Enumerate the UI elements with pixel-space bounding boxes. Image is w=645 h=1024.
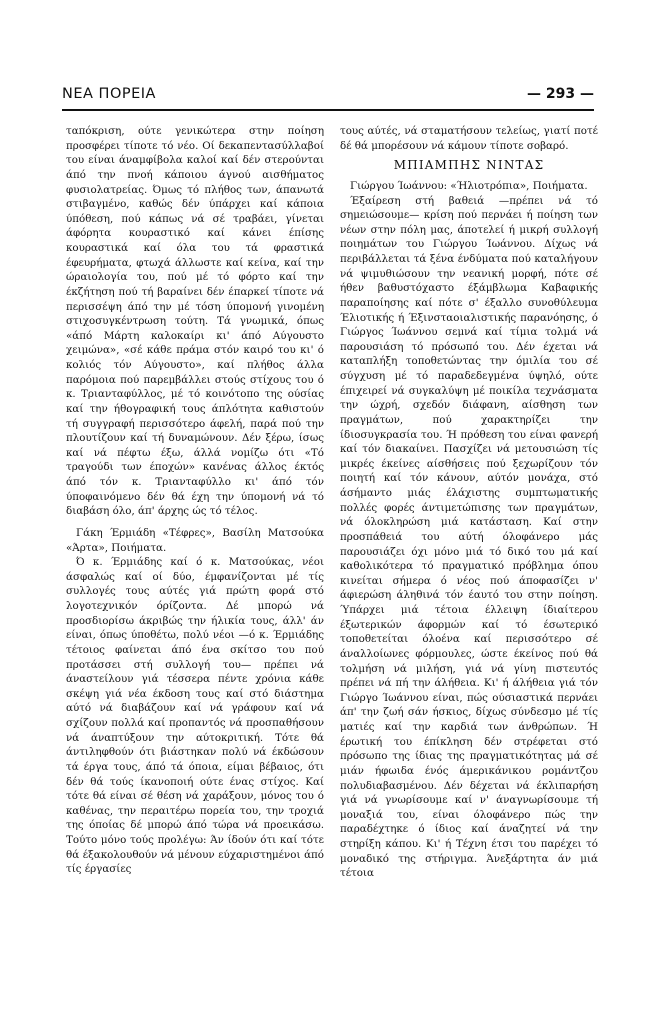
right-column (340, 124, 598, 881)
author-signature: ΜΠΙΑΜΠΗΣ ΝΙΝΤΑΣ (393, 158, 545, 173)
review-paragraph: ταπόκριση, ούτε γενικώτερα στην ποίηση προσφέρει τίποτε τό νέο. Οί δεκαπεντασύλλαβοί του είναι άναμφίβολα καλοί καί δέν στερούνται άπό την πνοή κάποιου άγνού αισθήματος φυσιολατρείας. Όμως τό πλήθος των, άπανωτά στιβαγμένο, καθώς δέν ύπάρχει καί κάποια ύπόθεση, πού κάπως νά σέ τραβάει, γίνεται άφόρητα κουραστικό καί κάνει έπίσης κουραστικά καί όλα του τά φραστικά έφευρήματα, φτωχά άλλωστε καί κείνα, καί την ώραιολογία του, πού μέ τό φόρτο καί την έκζήτηση πού τή βαραίνει δέν έπαρκεί τίποτε νά περισσέψη άπό την μέ τόση ύπομονή γινομένη στιχοσυγκέντρωση τούτη. Τά γνωμικά, όπως «άπό Μάρτη καλοκαίρι κι' άπό Αύγουστο χειμώνα», «σέ κάθε πράμα στόν καιρό του κι' ό κολιός τόν Αύγουστο», καί πλήθος άλλα παρόμοια πού παρεμβάλλει στούς στίχους του ό κ. Τριανταφύλλος, μέ τό κοινότοπο της ούσίας καί την ήθογραφική τους άπλότητα καθιστούν τή συγγραφή περισσότερο άφελή, παρά πού την πλουτίζουν καί τή δυναμώνουν. Δέν ξέρω, ίσως καί νά πέφτω έξω, άλλά νομίζω ότι «Τό τραγούδι των έποχών» κανένας άλλος έκτός άπό τόν κ. Τριανταφύλλο κι' άπό τόν ύποφαινόμενο δέν θά έχη την ύπομονή νά τό διαβάση όλο, άπ' άρχης ώς τό τέλος. (66, 125, 324, 518)
review-paragraph: Ό κ. Έρμιάδης καί ό κ. Ματσούκας, νέοι άσφαλώς καί οί δύο, έμφανίζονται μέ τίς συλλογές τους αύτές γιά πρώτη φορά στό λογοτεχνικόν όρίζοντα. Δέ μπορώ νά προσδιορίσω άκριβώς την ήλικία τους, άλλ' άν είναι, όπως ύποθέτω, πολύ νέοι —ό κ. Έρμιάδης τέτοιος φαίνεται άπό ένα σκίτσο του πού προτάσσει στή συλλογή του— πρέπει νά άναστείλουν γιά τέσσερα πέντε χρόνια κάθε σκέψη γιά νέα έκδοση τους καί στό διάστημα αύτό νά διαβάζουν καί νά γράφουν καί νά σχίζουν πολλά καί προπαντός νά προσπαθήσουν νά άναπτύξουν την αύτοκριτική. Τότε θά άντιληφθούν ότι βιάστηκαν πολύ νά έκδώσουν τά έργα τους, άπό τά όποια, είμαι βέβαιος, ότι δέν θά τούς ίκανοποιή ούτε ένας στίχος. Καί τότε θά είναι σέ θέση νά χαράξουν, μόνος του ό καθένας, την περαιτέρω πορεία του, την τροχιά της όποίας δέ μπορώ άπό τώρα νά προεικάσω. Τούτο μόνο τούς προλέγω: Άν ίδούν ότι καί τότε θά έξακολουθούν νά μένουν εύχαριστημένοι άπό τίς έργασίες (66, 556, 324, 876)
header-rule (62, 109, 594, 111)
page-header (62, 86, 594, 108)
page-number: — 293 — (527, 86, 594, 102)
running-title: ΝΕΑ ΠΟΡΕΙΑ (62, 86, 156, 102)
review-paragraph: Έξαίρεση στή βαθειά —πρέπει νά τό σημειώσουμε— κρίση πού περνάει ή ποίηση των νέων στην πόλη μας, άποτελεί ή μικρή συλλογή ποιημάτων του Γιώργου Ίωάννου. Δίχως νά περιβάλλεται τά ξένα ένδύματα πού καταλήγουν νά ψιμυθιώσουν την νεανική μορφή, πότε σέ ήθεν βαθυστόχαστο έξάμβλωμα Καβαφικής παραποίησης καί πότε σ' έξαλλο συνοθύλευμα Έλιοτικής ή Έξινσταοιαλιστικής παρανόησης, ό Γιώργος Ίωάννου σεμνά καί τίμια τολμά νά παρουσιάση τό πρόσωπό του. Δέν έχεται νά καταπλήξη τοποθετώντας την όμιλία του σέ σύγχυση μέ τό παραδεδεγμένα ύψηλό, ούτε έπιχειρεί νά συγκαλύψη μέ ποικίλα τεχνάσματα την ώχρή, σχεδόν διάφανη, αίσθηση των πραγμάτων, πού χαρακτηρίζει την ίδιοσυγκρασία του. Ή πρόθεση του είναι φανερή καί τόν διακαίνει. Πασχίζει νά μετουσιώση τίς μικρές έκείνες αίσθήσεις πού ξεχωρίζουν τόν ποιητή καί τόν κάνουν, αύτόν μονάχα, στό άσήμαντο μιάς έλάχιστης συμπτωματικής πολλές φορές άντιμετώπισης των πραγμάτων, νά όλοκληρώση μιά κατάσταση. Καί στην προσπάθειά του αύτή όλοφάνερο μάς παρουσιάζει όχι μόνο μιά τό δικό του μά καί καθολικότερα τό πραγματικό πρόβλημα όπου κινείται σήμερα ό νέος πού άποφασίζει ν' άφιερώση άληθινά τόν έαυτό του στην ποίηση. Ύπάρχει μιά τέτοια έλλειψη ίδιαίτερου έξωτερικών άφορμών καί τό έσωτερικό τοποθετείται όλοένα καί περισσότερο σέ άναλλοίωνες φόρμουλες, ώστε έκείνος πού θά τολμήση νά μιλήση, γιά νά γίνη πιστευτός πρέπει νά πή την άλήθεια. Κι' ή άλήθεια γιά τόν Γιώργο Ίωάννου είναι, πώς ούσιαστικά περνάει άπ' την ζωή σάν ήσκιος, δίχως σύνδεσμο μέ τίς ματιές καί την καρδιά των άνθρώπων. Ή έρωτική του έπίκληση δέν στρέφεται στό πρόσωπο της ίδιας της πραγματικότητας μά σέ μιάν ήφωιδα ένός άμερικάνικου ρομάντζου πολυδιαβασμένου. Δέν δέχεται νά έκλιπαρήση γιά νά γνωρίσουμε καί ν' άναγνωρίσουμε τή μοναξιά του, είναι όλοφάνερο πώς την παραδέχτηκε ό ίδιος καί άναζητεί νά την στηρίξη κάπου. Κι' ή Τέχνη έτσι του παρέχει τό μοναδικό της στήριγμα. Άνεξάρτητα άν μιά τέτοια (340, 194, 598, 880)
review-heading-ermiadis-matsoukas: Γάκη Έρμιάδη «Τέφρες», Βασίλη Ματσούκα «Άρτα», Ποιήματα. (66, 526, 324, 554)
review-paragraph: τους αύτές, νά σταματήσουν τελείως, γιατί ποτέ δέ θά μπορέσουν νά κάμουν τίποτε σοβαρό. (340, 125, 598, 152)
review-heading-ioannou: Γιώργου Ίωάννου: «Ήλιοτρόπια», Ποιήματα. (350, 179, 588, 192)
left-column (66, 124, 324, 877)
